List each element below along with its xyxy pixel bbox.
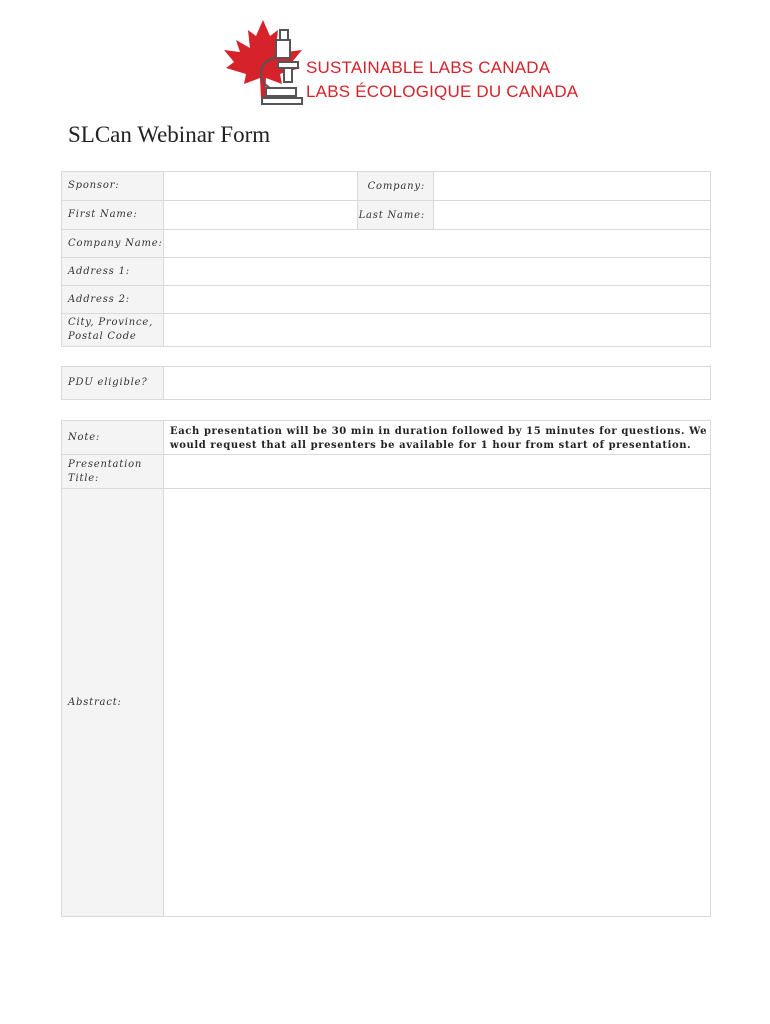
pdu-field[interactable] [164,367,711,400]
note-label: Note: [62,421,164,455]
company-field[interactable] [434,172,711,201]
city-label: City, Province, Postal Code [62,314,164,347]
company-name-field[interactable] [164,230,711,258]
presentation-title-field[interactable] [164,455,711,489]
company-label: Company: [358,172,434,201]
abstract-label: Abstract: [62,489,164,917]
last-name-label: Last Name: [358,201,434,230]
sponsor-label: Sponsor: [62,172,164,201]
note-cell [164,421,711,455]
maple-leaf-microscope-icon [218,18,308,113]
address1-label: Address 1: [62,258,164,286]
city-field[interactable] [164,314,711,347]
address1-field[interactable] [164,258,711,286]
org-logo [218,18,578,113]
pdu-table [61,366,711,400]
first-name-field[interactable] [164,201,358,230]
pdu-label: PDU eligible? [62,367,164,400]
note-text: Each presentation will be 30 min in duration followed by 15 minutes for questions. We would request that all presenters be available for 1 hour from start of presentation. [170,425,708,451]
contact-table [61,171,711,347]
first-name-label: First Name: [62,201,164,230]
address2-field[interactable] [164,286,711,314]
company-name-label: Company Name: [62,230,164,258]
org-name-en: SUSTAINABLE LABS CANADA [306,58,551,77]
page-title: SLCan Webinar Form [68,122,271,147]
org-name-fr: LABS ÉCOLOGIQUE DU CANADA [306,82,579,101]
presentation-title-label: Presentation Title: [62,455,164,489]
presentation-table [61,420,711,917]
abstract-field[interactable] [164,489,711,917]
address2-label: Address 2: [62,286,164,314]
sponsor-field[interactable] [164,172,358,201]
last-name-field[interactable] [434,201,711,230]
